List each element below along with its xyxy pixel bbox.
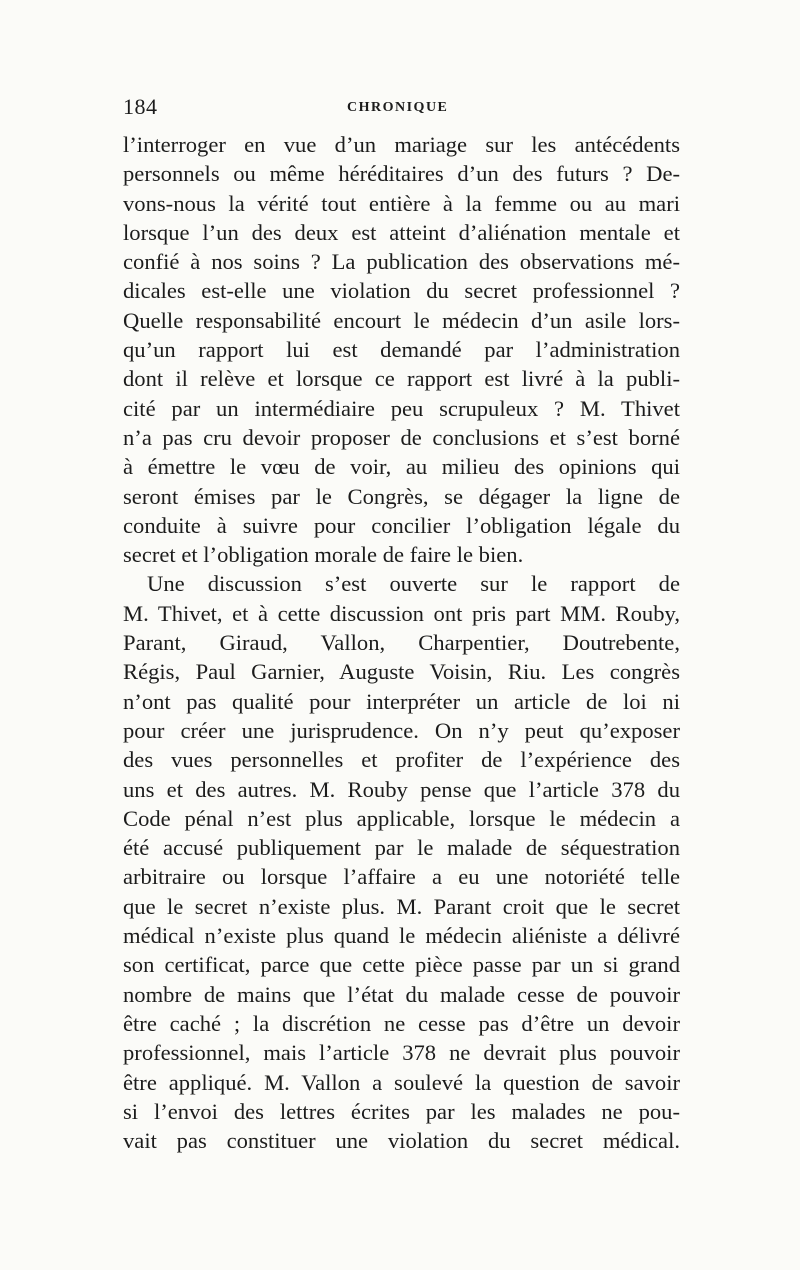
text-line: n’a pas cru devoir proposer de conclusions et s’est borné bbox=[123, 424, 680, 450]
text-line: être caché ; la discrétion ne cesse pas d’être un devoir bbox=[123, 1010, 680, 1036]
text-line: vons-nous la vérité tout entière à la femme ou au mari bbox=[123, 190, 680, 216]
text-line: nombre de mains que l’état du malade cesse de pouvoir bbox=[123, 981, 680, 1007]
text-line: été accusé publiquement par le malade de séquestration bbox=[123, 835, 680, 861]
running-head bbox=[123, 92, 678, 122]
text-line: dont il relève et lorsque ce rapport est livré à la publi- bbox=[123, 366, 680, 392]
page-number: 184 bbox=[123, 94, 158, 119]
text-line: cité par un intermédiaire peu scrupuleux ? M. Thivet bbox=[123, 395, 680, 421]
text-line: être appliqué. M. Vallon a soulevé la question de savoir bbox=[123, 1069, 680, 1095]
text-line: Code pénal n’est plus applicable, lorsque le médecin a bbox=[123, 805, 680, 831]
text-line: dicales est-elle une violation du secret professionnel ? bbox=[123, 278, 680, 304]
text-line: vait pas constituer une violation du secret médical. bbox=[123, 1128, 680, 1154]
text-line: Régis, Paul Garnier, Auguste Voisin, Riu. Les congrès bbox=[123, 659, 680, 685]
paragraph-end-line: secret et l’obligation morale de faire le bien. bbox=[123, 542, 524, 568]
text-line: des vues personnelles et profiter de l’expérience des bbox=[123, 747, 680, 773]
body-text bbox=[123, 130, 680, 1155]
text-line: pour créer une jurisprudence. On n’y peut qu’exposer bbox=[123, 717, 680, 743]
text-line: professionnel, mais l’article 378 ne devrait plus pouvoir bbox=[123, 1040, 680, 1066]
text-line: que le secret n’existe plus. M. Parant croit que le secret bbox=[123, 893, 680, 919]
text-line: l’interroger en vue d’un mariage sur les antécédents bbox=[123, 132, 680, 157]
text-line: Quelle responsabilité encourt le médecin d’un asile lors- bbox=[123, 307, 680, 333]
text-line: son certificat, parce que cette pièce passe par un si grand bbox=[123, 952, 680, 978]
text-line: si l’envoi des lettres écrites par les malades ne pou- bbox=[123, 1098, 680, 1124]
text-line: Parant, Giraud, Vallon, Charpentier, Doutrebente, bbox=[123, 630, 680, 656]
text-line: à émettre le vœu de voir, au milieu des opinions qui bbox=[123, 454, 680, 480]
text-line: conduite à suivre pour concilier l’obligation légale du bbox=[123, 512, 680, 538]
text-line: lorsque l’un des deux est atteint d’aliénation mentale et bbox=[123, 219, 680, 245]
text-line: confié à nos soins ? La publication des observations mé- bbox=[123, 249, 680, 275]
text-line: personnels ou même héréditaires d’un des futurs ? De- bbox=[123, 161, 680, 187]
text-line: n’ont pas qualité pour interpréter un article de loi ni bbox=[123, 688, 680, 714]
text-line: seront émises par le Congrès, se dégager la ligne de bbox=[123, 483, 680, 509]
running-title: CHRONIQUE bbox=[347, 100, 449, 115]
text-line: arbitraire ou lorsque l’affaire a eu une notoriété telle bbox=[123, 864, 680, 890]
text-line: médical n’existe plus quand le médecin aliéniste a délivré bbox=[123, 923, 680, 949]
paragraph-start-line: Une discussion s’est ouverte sur le rapport de bbox=[147, 571, 680, 597]
text-line: qu’un rapport lui est demandé par l’administration bbox=[123, 337, 680, 363]
text-line: uns et des autres. M. Rouby pense que l’article 378 du bbox=[123, 776, 680, 802]
text-line: M. Thivet, et à cette discussion ont pris part MM. Rouby, bbox=[123, 600, 680, 626]
